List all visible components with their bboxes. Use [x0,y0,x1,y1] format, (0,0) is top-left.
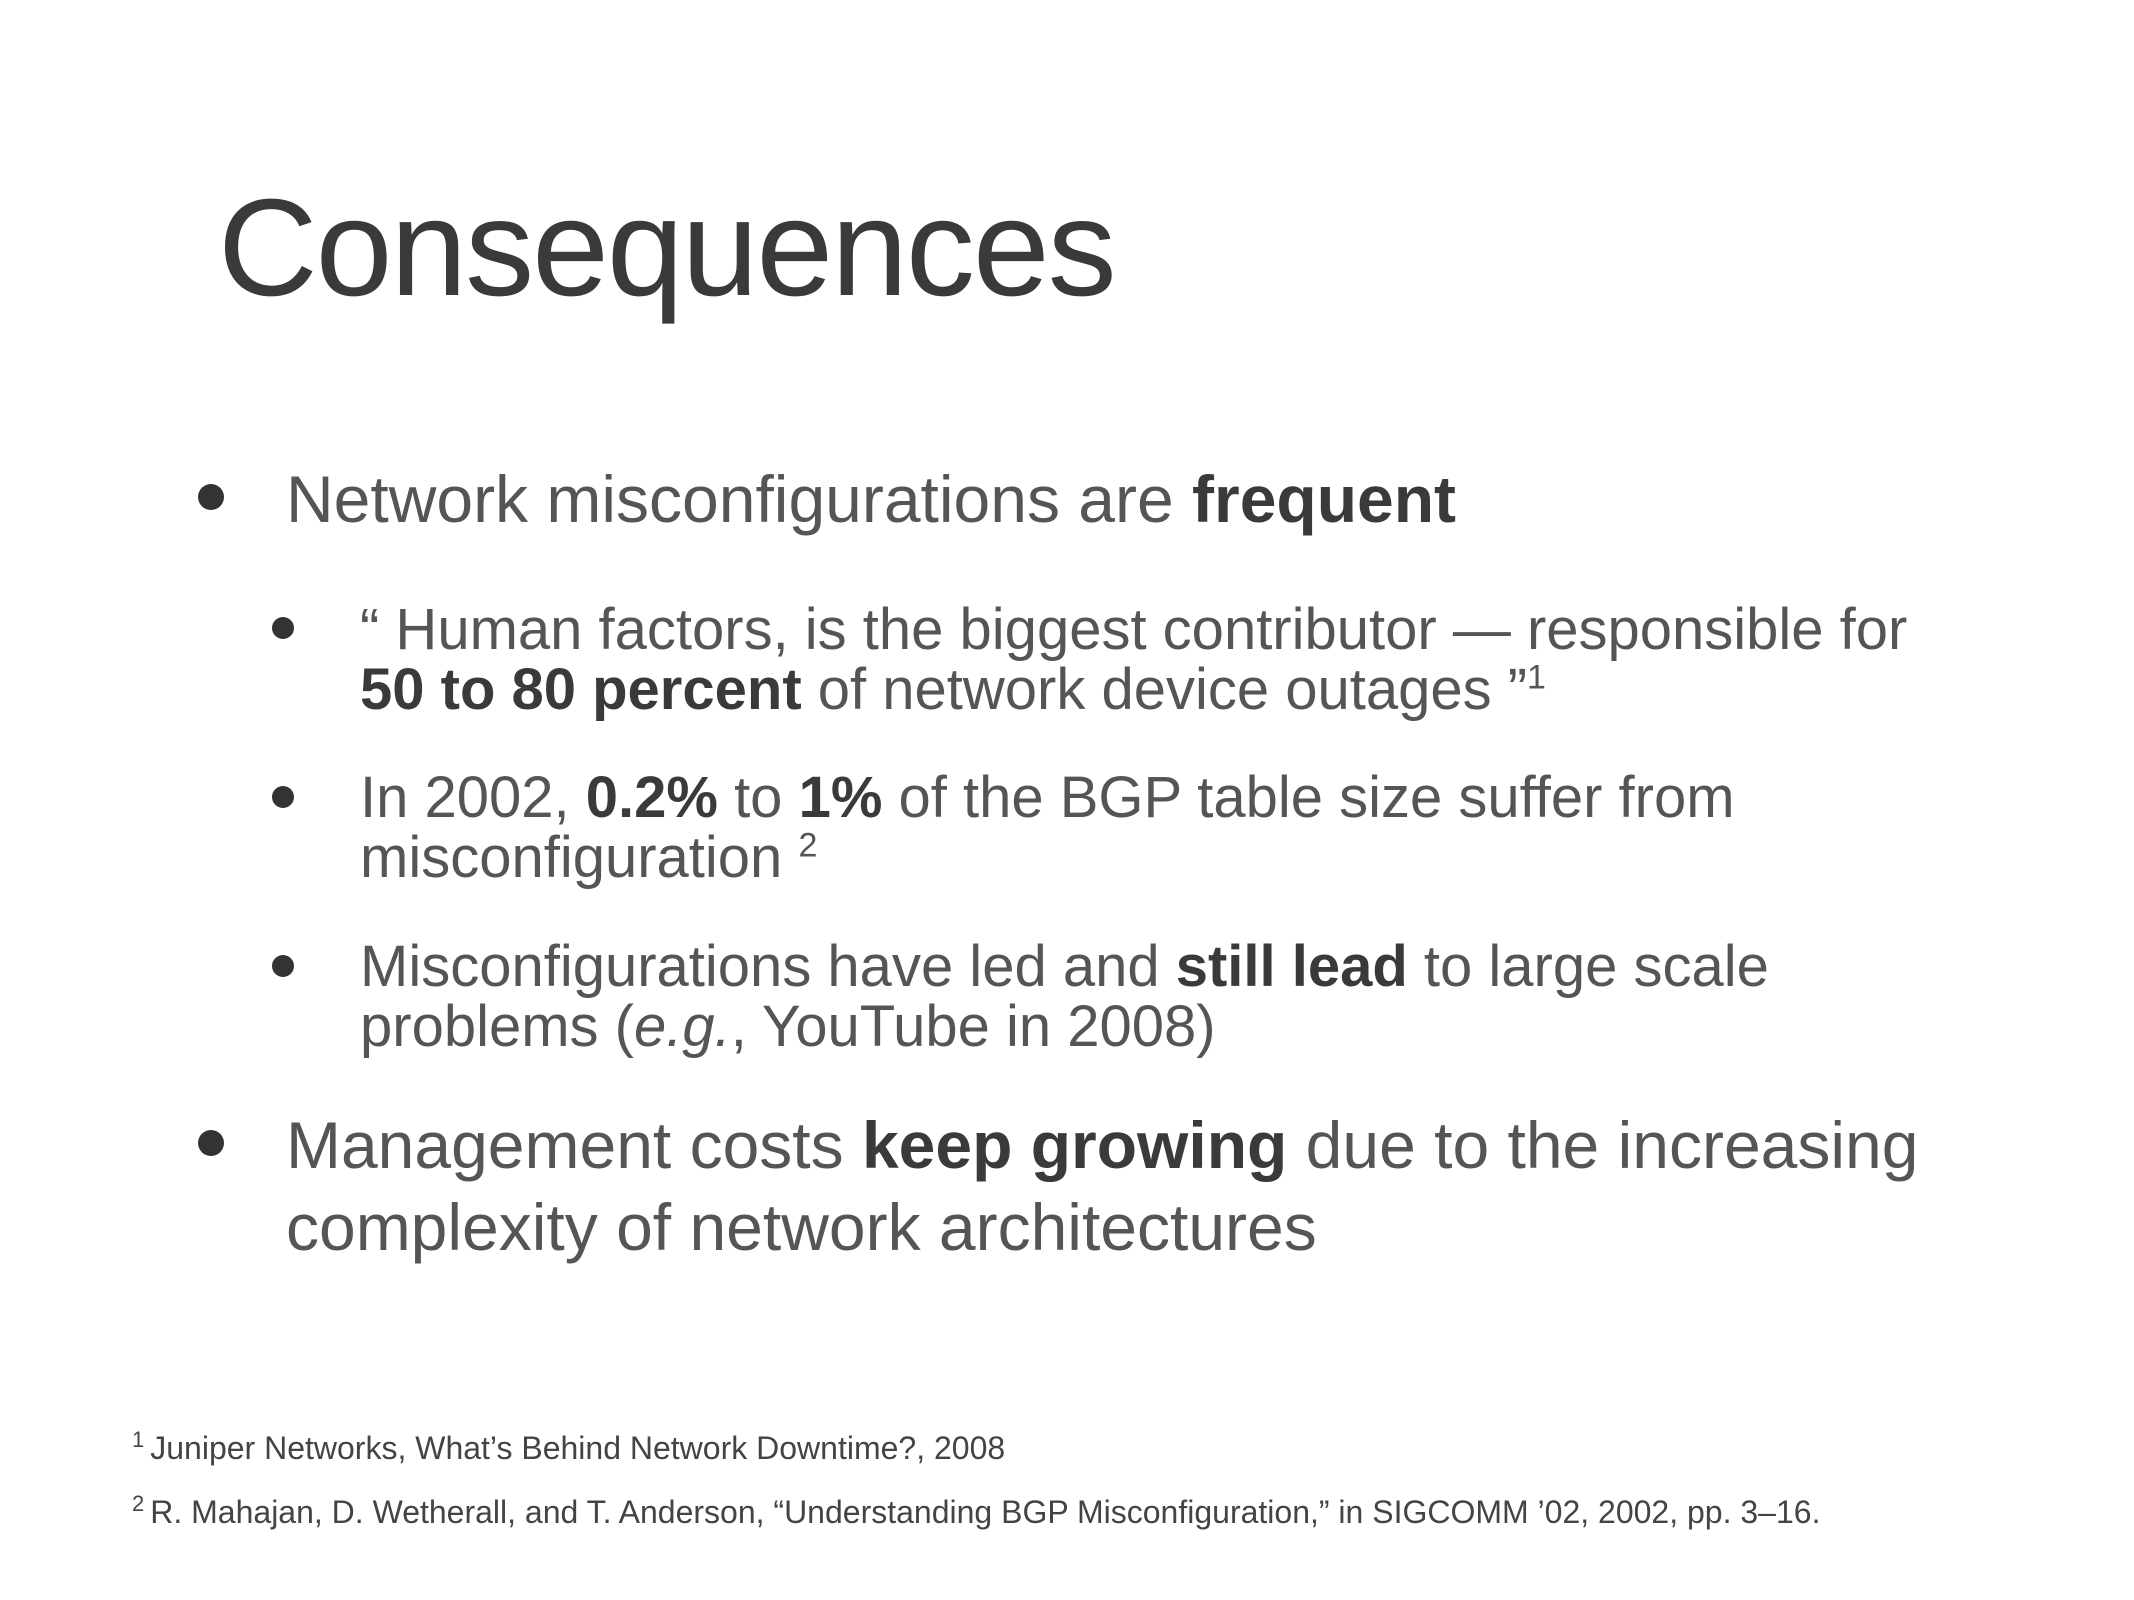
bullet-bold-text: 0.2% [585,765,718,830]
sub-bullet-line [360,994,1769,1059]
footnote-2 [132,1492,1820,1532]
sub-bullet-line [360,934,1769,999]
bullet-dot [198,1130,224,1156]
bullet-bold-text: frequent [1192,462,1457,536]
sub-bullet-line: “ Human factors, is the biggest contributor — responsible for [360,597,1908,662]
sub-bullet-dot [272,955,294,977]
sub-bullet-still-lead [360,934,1769,1059]
footnote-marker: 1 [132,1427,145,1453]
bullet-bold-text: still lead [1175,934,1408,999]
bullet-dot [198,484,224,510]
footnote-ref: 2 [798,826,818,865]
bullet-text: to [717,765,799,830]
bullet-text: Misconfigurations have led and [360,934,1176,999]
slide-title: Consequences [218,171,1115,325]
bullet-text: In 2002, [360,765,586,830]
footnote-text: R. Mahajan, D. Wetherall, and T. Anderson, “Understanding BGP Misconfiguration,” in SIGCOMM ’02, 2002, pp. 3–16. [150,1494,1821,1530]
sub-bullet-line [360,765,1735,830]
sub-bullet-dot [272,786,294,808]
bullet-text: of the BGP table size suffer from [882,765,1735,830]
footnote-marker: 2 [132,1491,145,1517]
bullet-text: misconfiguration [360,825,799,890]
bullet-italic-text: e.g. [633,994,731,1059]
sub-bullet-human-factors [360,597,1908,722]
bullet-line: complexity of network architectures [286,1190,1317,1264]
bullet-network-misconfigurations [286,458,1456,540]
sub-bullet-dot [272,617,294,639]
bullet-text: , YouTube in 2008) [730,994,1216,1059]
sub-bullet-line [360,825,1735,890]
bullet-text: due to the increasing [1287,1108,1919,1182]
bullet-text: Network misconfigurations are [286,462,1193,536]
bullet-text: of network device outages ” [801,657,1528,722]
bullet-bold-text: 1% [798,765,883,830]
sub-bullet-line [360,657,1907,722]
bullet-line [286,1104,1918,1186]
bullet-bold-text: keep growing [861,1108,1288,1182]
footnote-1 [132,1428,1005,1468]
footnote-text: Juniper Networks, What’s Behind Network Downtime?, 2008 [150,1430,1006,1466]
bullet-bold-text: 50 to 80 percent [360,657,802,722]
footnote-ref: 1 [1527,658,1546,697]
bullet-management-costs [286,1104,1918,1268]
bullet-text: problems ( [360,994,634,1059]
bullet-text: Management costs [286,1108,862,1182]
bullet-text: to large scale [1407,934,1769,999]
sub-bullet-bgp [360,765,1735,890]
